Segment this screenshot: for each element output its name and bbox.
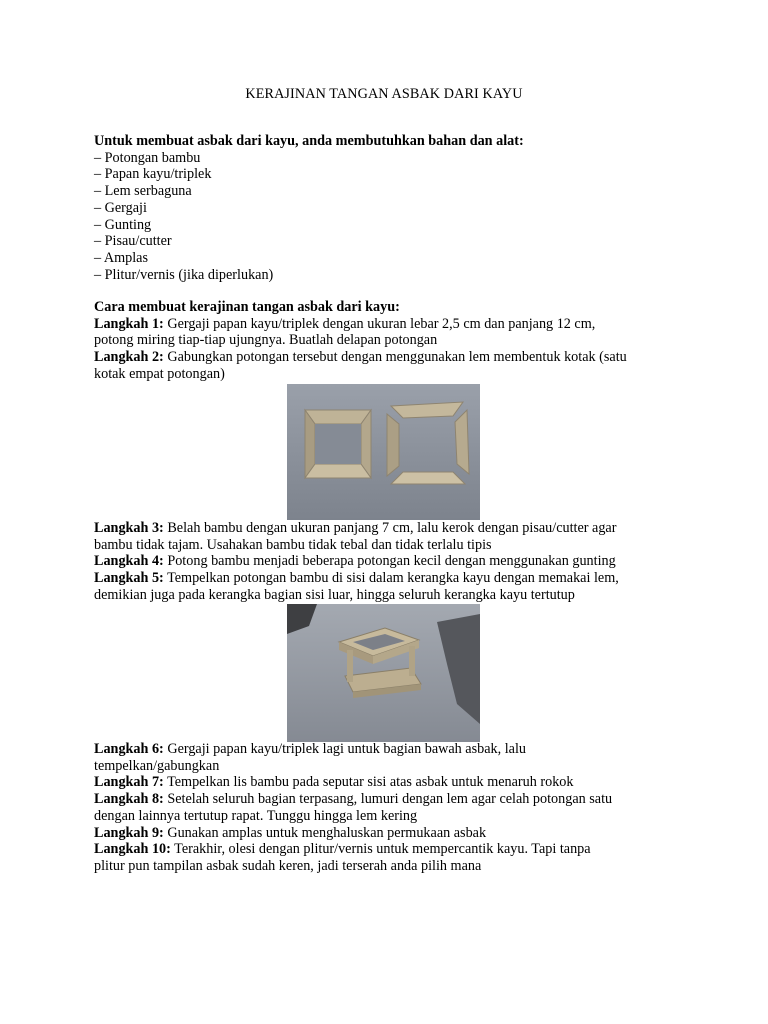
step-10-cont: plitur pun tampilan asbak sudah keren, jadi terserah anda pilih mana bbox=[94, 857, 482, 874]
material-item: – Pisau/cutter bbox=[94, 233, 172, 250]
step-label: Langkah 10: bbox=[94, 841, 171, 858]
step-6-cont: tempelkan/gabungkan bbox=[94, 757, 220, 774]
step-label: Langkah 6: bbox=[94, 741, 164, 757]
material-item: – Lem serbaguna bbox=[94, 183, 192, 200]
steps-section-2 bbox=[94, 520, 694, 604]
step-3-cont: bambu tidak tajam. Usahakan bambu tidak tebal dan tidak terlalu tipis bbox=[94, 536, 492, 553]
step-label: Langkah 9: bbox=[94, 824, 164, 841]
step-5: Langkah 5: Tempelkan potongan bambu di sisi dalam kerangka kayu dengan memakai lem, bbox=[94, 570, 619, 587]
step-5-cont: demikian juga pada kerangka bagian sisi luar, hingga seluruh kerangka kayu tertutup bbox=[94, 586, 575, 603]
step-label: Langkah 8: bbox=[94, 791, 164, 808]
step-1: Langkah 1: Gergaji papan kayu/triplek dengan ukuran lebar 2,5 cm dan panjang 12 cm, bbox=[94, 315, 596, 332]
document-title: KERAJINAN TANGAN ASBAK DARI KAYU bbox=[245, 86, 523, 102]
photo-wooden-frames bbox=[287, 384, 480, 520]
material-item: – Papan kayu/triplek bbox=[94, 166, 212, 183]
step-9: Langkah 9: Gunakan amplas untuk menghaluskan permukaan asbak bbox=[94, 824, 487, 841]
step-4: Langkah 4: Potong bambu menjadi beberapa potongan kecil dengan menggunakan gunting bbox=[94, 553, 616, 570]
step-label: Langkah 7: bbox=[94, 774, 164, 791]
step-8: Langkah 8: Setelah seluruh bagian terpasang, lumuri dengan lem agar celah potongan satu bbox=[94, 791, 613, 808]
material-item: – Potongan bambu bbox=[94, 149, 201, 166]
steps-section-3 bbox=[94, 741, 694, 875]
step-label: Langkah 4: bbox=[94, 553, 164, 570]
step-2: Langkah 2: Gabungkan potongan tersebut dengan menggunakan lem membentuk kotak (satu bbox=[94, 349, 627, 366]
materials-heading: Untuk membuat asbak dari kayu, anda membutuhkan bahan dan alat: bbox=[94, 133, 524, 149]
wood-frame-left bbox=[305, 410, 371, 478]
materials-section bbox=[94, 133, 694, 283]
material-item: – Amplas bbox=[94, 249, 148, 266]
step-7: Langkah 7: Tempelkan lis bambu pada seputar sisi atas asbak untuk menaruh rokok bbox=[94, 774, 574, 791]
photo-ashtray-assembly bbox=[287, 604, 480, 742]
steps-heading: Cara membuat kerajinan tangan asbak dari kayu: bbox=[94, 299, 400, 315]
material-item: – Gergaji bbox=[94, 199, 147, 216]
step-label: Langkah 1: bbox=[94, 315, 164, 332]
step-label: Langkah 2: bbox=[94, 349, 164, 366]
step-2-cont: kotak empat potongan) bbox=[94, 365, 225, 382]
step-10: Langkah 10: Terakhir, olesi dengan plitur/vernis untuk mempercantik kayu. Tapi tanpa bbox=[94, 841, 591, 858]
step-8-cont: dengan lainnya tertutup rapat. Tunggu hingga lem kering bbox=[94, 807, 418, 824]
step-label: Langkah 3: bbox=[94, 520, 164, 536]
step-6: Langkah 6: Gergaji papan kayu/triplek lagi untuk bagian bawah asbak, lalu bbox=[94, 741, 526, 757]
material-item: – Plitur/vernis (jika diperlukan) bbox=[94, 266, 274, 283]
step-label: Langkah 5: bbox=[94, 570, 164, 587]
step-1-cont: potong miring tiap-tiap ujungnya. Buatlah delapan potongan bbox=[94, 332, 438, 349]
material-item: – Gunting bbox=[94, 216, 152, 233]
steps-section-1 bbox=[94, 299, 694, 383]
step-3: Langkah 3: Belah bambu dengan ukuran panjang 7 cm, lalu kerok dengan pisau/cutter agar bbox=[94, 520, 617, 536]
